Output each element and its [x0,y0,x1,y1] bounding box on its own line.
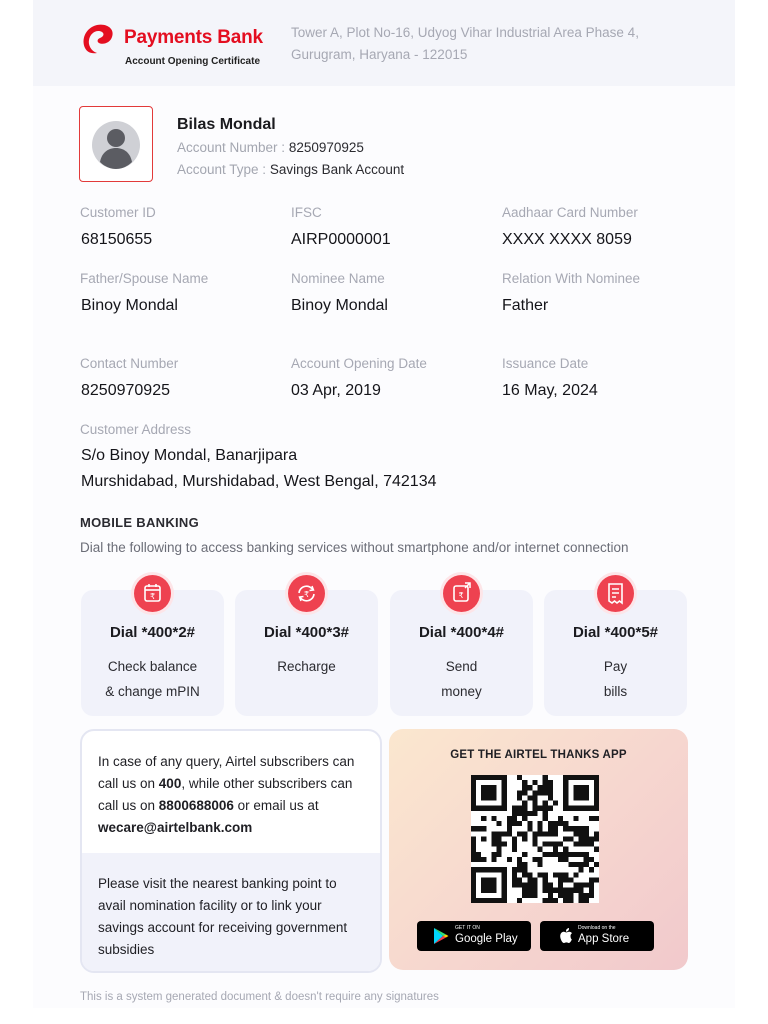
bank-address [291,22,691,66]
dial-code-balance: Dial *400*2# [109,624,196,641]
mobile-banking-title: MOBILE BANKING [80,515,200,530]
send-rupee-icon [443,575,480,612]
google-play-button[interactable] [417,921,531,951]
dial-code-pay-bills: Dial *400*5# [572,624,659,641]
airtel-helpline: 400 [158,776,182,791]
customer-care-text [98,751,368,839]
customer-address-label: Customer Address [80,422,192,437]
help-text: or email us at [233,798,319,813]
help-box [80,729,382,973]
ifsc-label: IFSC [291,205,322,220]
app-store-label: App Store [578,933,630,945]
account-number-row [177,140,364,155]
svg-text:₹: ₹ [458,591,464,600]
account-type-row [177,162,404,177]
airtel-logo-icon [79,18,119,58]
qr-code[interactable] [471,775,599,903]
dial-desc-line: Pay [603,659,628,674]
opening-date-label: Account Opening Date [291,356,427,371]
account-type-label: Account Type : [177,162,267,177]
customer-id-value: 68150655 [81,231,153,248]
app-title: GET THE AIRTEL THANKS APP [450,749,627,761]
nominee-name-value: Binoy Mondal [291,297,388,314]
father-name-value: Binoy Mondal [81,297,178,314]
dial-desc-pay-bills [544,654,687,704]
bill-icon [597,575,634,612]
dial-desc-line: Check balance [107,659,198,674]
help-text: , while other subscribers can call us on [98,776,353,813]
calendar-rupee-icon [134,575,171,612]
issuance-date-label: Issuance Date [502,356,589,371]
dial-desc-balance [81,654,224,704]
account-number-value: 8250970925 [288,140,364,155]
dial-desc-line: Send [445,659,478,674]
certificate-subtitle: Account Opening Certificate [125,56,261,67]
dial-desc-line: & change mPIN [105,684,200,699]
app-store-button[interactable] [540,921,654,951]
dial-desc-send-money [390,654,533,704]
svg-text:₹: ₹ [303,590,310,599]
father-name-label: Father/Spouse Name [80,271,209,286]
refresh-rupee-icon [288,575,325,612]
app-store-small: Download on the [578,925,616,931]
dial-desc-line: money [441,684,482,699]
nomination-text: Please visit the nearest banking point to avail nomination facility or to link your savings account for receiving government subsidies [98,876,348,957]
google-play-small: GET IT ON [455,925,480,931]
contact-number-value: 8250970925 [81,382,170,399]
google-play-label: Google Play [455,933,518,945]
dial-code-recharge: Dial *400*3# [263,624,350,641]
aadhaar-label: Aadhaar Card Number [502,205,638,220]
bank-address-line2: Gurugram, Haryana - 122015 [291,47,468,62]
account-type-value: Savings Bank Account [269,162,405,177]
relation-label: Relation With Nominee [502,271,641,286]
customer-address-line1: S/o Binoy Mondal, Banarjipara [81,447,298,464]
dial-desc-line: Recharge [277,659,336,674]
issuance-date-value: 16 May, 2024 [502,382,598,399]
customer-id-label: Customer ID [80,205,156,220]
help-text: In case of any query, Airtel subscribers can call us on [98,754,355,791]
customer-photo [79,106,153,182]
relation-value: Father [502,297,549,314]
bank-address-line1: Tower A, Plot No-16, Udyog Vihar Industrial Area Phase 4, [291,25,639,40]
customer-name: Bilas Mondal [177,116,276,133]
dial-desc-recharge [235,654,378,679]
avatar-icon [80,107,152,181]
aadhaar-value: XXXX XXXX 8059 [502,231,632,248]
footer-note: This is a system generated document & doesn't require any signatures [80,991,439,1003]
opening-date-value: 03 Apr, 2019 [291,382,381,399]
brand-name: Payments Bank [124,27,263,48]
app-download-box [389,729,688,970]
google-play-icon [433,927,449,945]
nomination-panel [82,853,380,971]
support-email: wecare@airtelbank.com [98,820,253,835]
customer-address-line2: Murshidabad, Murshidabad, West Bengal, 742134 [81,473,437,490]
ifsc-value: AIRP0000001 [291,231,391,248]
dial-code-send-money: Dial *400*4# [418,624,505,641]
contact-number-label: Contact Number [80,356,179,371]
nominee-name-label: Nominee Name [291,271,385,286]
svg-text:₹: ₹ [149,592,156,601]
other-helpline: 8800688006 [158,798,234,813]
apple-icon [559,927,573,944]
mobile-banking-description: Dial the following to access banking services without smartphone and/or internet connection [80,540,629,555]
account-number-label: Account Number : [177,140,286,155]
dial-desc-line: bills [603,684,628,699]
